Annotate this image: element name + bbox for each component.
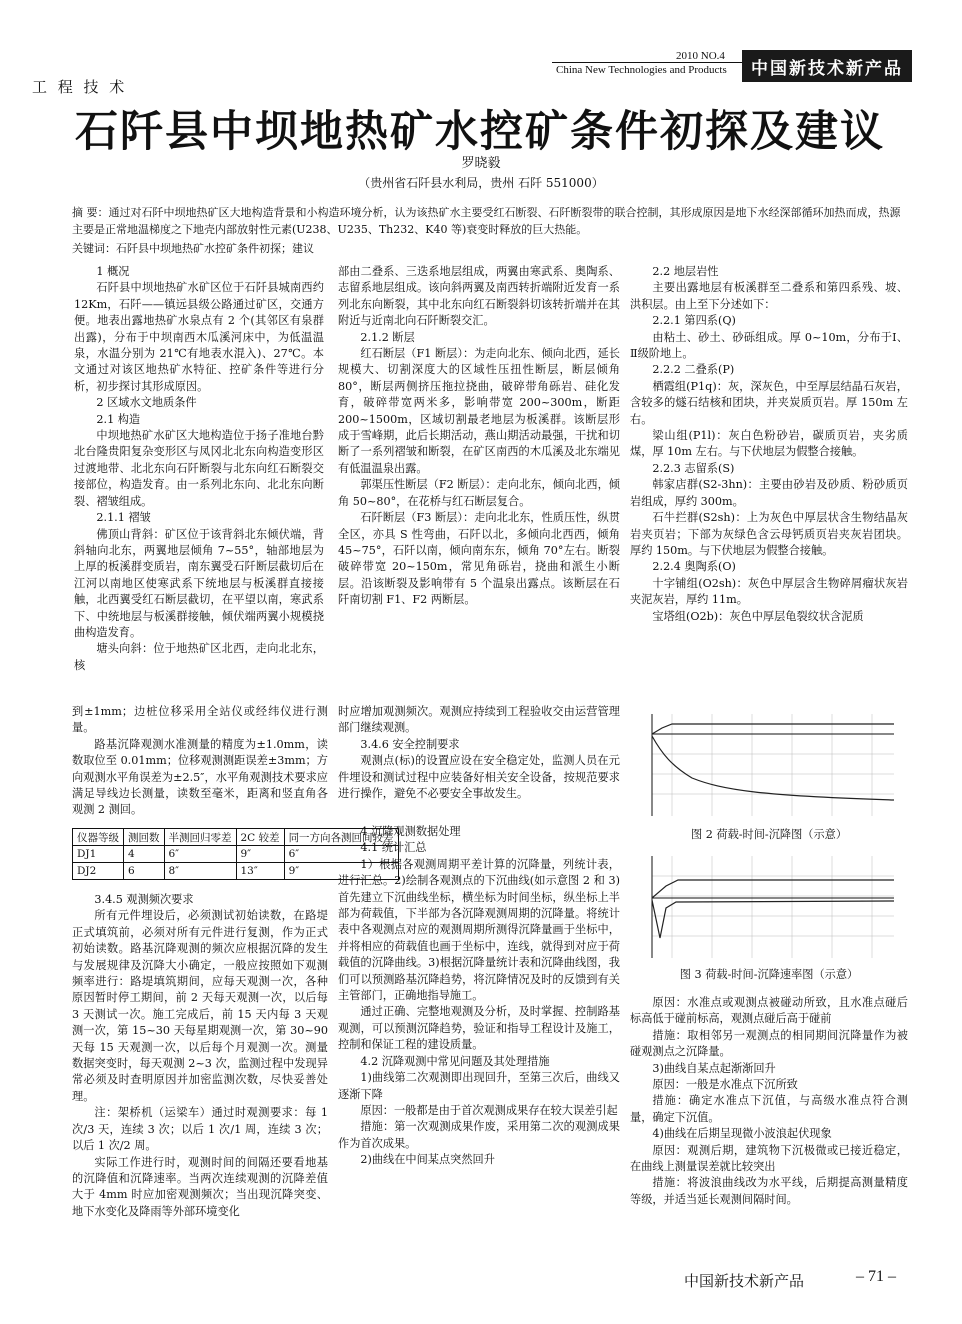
body-column-6-bottom [630, 995, 908, 1285]
paragraph: 措施：第一次观测成果作废，采用第二次的观测成果作为首次成果。 [338, 1120, 620, 1150]
header-year-issue: 2010 NO.4 [676, 50, 725, 62]
table-cell: 9″ [284, 863, 398, 880]
figure-3-caption: 图 3 荷载-时间-沉降速率图（示意） [679, 968, 859, 981]
paragraph: 梁山组(P1l)：灰白色粉砂岩，碳质页岩，夹劣质煤，厚 10m 左右。与下伏地层为假整合接触。 [630, 429, 908, 459]
section-tag: 工 程 技 术 [32, 78, 128, 96]
paragraph: 原因：水准点或观测点被碰动所致，且水准点碰后标高低于碰前标高，观测点碰后高于碰前 [630, 996, 908, 1026]
paragraph: 石牛拦群(S2sh)：上为灰色中厚层状含生物结晶灰岩夹页岩；下部为灰绿色含云母钙质页岩夹灰岩团块。厚约 150m。与下伏地层为假整合接触。 [630, 511, 908, 557]
paragraph: 塘头向斜：位于地热矿区北西，走向北北东，核 [74, 642, 324, 672]
header-rule [552, 62, 742, 63]
paragraph: 2 区域水文地质条件 [96, 396, 197, 410]
paragraph: 实际工作进行时，观测时间的间隔还要看地基的沉降值和沉降速率。当两次连续观测的沉降差值大于 4mm 时应加密观测频次；当出现沉降突变、地下水变化及降雨等外部环境变化 [72, 1155, 328, 1218]
figure-2-caption: 图 2 荷载-时间-沉降图（示意） [690, 828, 848, 841]
table-header-cell: 测回数 [124, 829, 165, 846]
header-journal-cn: 中国新技术新产品 [742, 50, 912, 82]
figure-3-grid [652, 856, 894, 958]
paragraph: 石阡县中坝地热矿水矿区位于石阡县城南西约 12Km，石阡——镇远县级公路通过矿区，交通方便。地表出露地热矿水泉点有 2 个(其邻区有泉群出露)，分布于中坝南西木瓜溪河床中，为低温温泉，水温分别为 21℃有地表水混入)、27℃。本文通过对该区地热矿水特征、控矿条件等进行分析，初步探讨其形成原因。 [74, 281, 324, 393]
table-cell: 6″ [164, 846, 236, 863]
body-column-5-top [338, 704, 620, 822]
paragraph: 3.4.5 观测频次要求 [94, 893, 194, 906]
table-cell: 6″ [284, 846, 398, 863]
paragraph: 1)曲线第二次观测即出现回升，至第三次后，曲线又逐渐下降 [338, 1071, 620, 1101]
body-column-2 [338, 264, 620, 704]
paragraph: 栖霞组(P1q)：灰，深灰色，中至厚层结晶石灰岩，含较多的燧石结核和团块，并夹炭质页岩。厚 150m 左右。 [630, 379, 908, 426]
table-cell: DJ1 [73, 846, 124, 863]
paragraph: 韩家店群(S2-3hn)：主要由砂岩及砂质、粉砂质页岩组成，厚约 300m。 [630, 478, 908, 508]
figure-2-settlement-curve [652, 736, 894, 800]
paragraph: 石阡断层（F3 断层）：走向北北东，性质压性，纵贯全区，亦具 S 性弯曲，石阡以北，多倾向北西西，倾角 45~75°，石阡以南，倾向南东东，倾角 70°左右。断裂破碎带宽 20~150m，常见角砾岩，挠曲和派生小断层。沿该断裂及影响带有 5 个温泉出露点。该断层在石阡南切割 F1、F2 两断层。 [338, 511, 620, 607]
figure-2-grid [652, 714, 894, 816]
paragraph: 4 沉降观测数据处理 [360, 825, 461, 838]
paragraph: 措施：确定水准点下沉值，与高级水准点符合测量，确定下沉值。 [630, 1094, 908, 1124]
paragraph: 4.2 沉降观测中常见问题及其处理措施 [360, 1054, 550, 1068]
paragraph: 中坝地热矿水矿区大地构造位于扬子准地台黔北台隆贵阳复杂变形区与凤冈北北东向构造变形区过渡地带、北北东向石阡断裂与北东向红石断裂交接部位，构造发育。由一系列北东向、北北东向断裂、褶皱组成。 [74, 429, 324, 508]
paragraph: 2.2.4 奥陶系(O) [652, 560, 736, 574]
paragraph: 由粘土、砂土、砂砾组成。厚 0~10m，分布于Ⅰ、Ⅱ级阶地上。 [630, 330, 908, 361]
paragraph: 3.4.6 安全控制要求 [360, 737, 460, 751]
paper-abstract: 摘 要：通过对石阡中坝地热矿区大地构造背景和小构造环境分析，认为该热矿水主要受红石断裂、石阡断裂带的联合控制，其形成原因是地下水经深部循环加热而成，热源主要是正常地温梯度之下地壳内部放射性元素(U238、U235、Th232、K40 等)衰变时释放的巨大热能。 [72, 206, 901, 236]
paragraph: 4)曲线在后期呈现微小波浪起伏现象 [652, 1127, 832, 1141]
paragraph: 时应增加观测频次。观测应持续到工程验收交由运营管理部门继续观测。 [338, 705, 620, 735]
paragraph: 1 概况 [96, 265, 130, 278]
paragraph: 宝塔组(O2b)：灰色中厚层龟裂纹状含泥质 [652, 609, 864, 623]
table-header-cell: 同一方向各测回间较差 [284, 829, 398, 846]
body-column-5-bottom [338, 824, 620, 1282]
figure-3-load-line [652, 880, 894, 898]
paper-keywords: 关键词：石阡县中坝地热矿水控矿条件初探；建议 [72, 242, 314, 255]
paragraph: 原因：观测后期，建筑物下沉极微或已接近稳定，在曲线上测量误差就比较突出 [630, 1143, 908, 1174]
paragraph: 到±1mm；边桩位移采用全站仪或经纬仪进行测量。 [72, 705, 328, 735]
body-column-3 [630, 264, 908, 704]
table-cell: 4 [124, 846, 165, 863]
paragraph: 4.1 统计汇总 [360, 841, 427, 855]
table-header-cell: 2C 较差 [236, 829, 284, 846]
paragraph: 2.2 地层岩性 [652, 265, 719, 278]
footer-journal: 中国新技术新产品 [684, 1272, 805, 1290]
figure-3-rate-curve [652, 900, 894, 938]
paper-author: 罗晓毅 [461, 156, 501, 171]
paragraph: 佛顶山背斜：矿区位于该背斜北东倾伏端，背斜轴向北东，两翼地层倾角 7~55°，轴部地层为上厚的板溪群变质岩，南东翼受石阡断层截切后在江河以南地区使寒武系下统地层与板溪群直接接触，北西翼受红石断层截切，在平望以南，寒武系下、中统地层与板溪群接触，倾伏端两翼小规模挠曲构造发育。 [74, 527, 324, 639]
table-cell: 9″ [236, 846, 284, 863]
figure-2-chart [632, 704, 904, 822]
header-journal-en: China New Technologies and Products [556, 64, 727, 76]
paragraph: 2.1.1 褶皱 [96, 511, 151, 525]
paragraph: 2.2.1 第四系(Q) [652, 314, 736, 328]
figure-3-chart [632, 846, 904, 964]
paragraph: 1）根据各观测周期平差计算的沉降量，列统计表，进行汇总。2)绘制各观测点的下沉曲线(如示意图 2 和 3)首先建立下沉曲线坐标，横坐标为时间坐标，纵坐标上半部为荷载值，下半部为各沉降观测周期的沉降量。将统计表中各观测点对应的观测周期所测得沉降量画于坐标中，并将相应的荷载值也画于坐标中，连线，就得到对应于荷载值的沉降曲线。3)根据沉降量统计表和沉降曲线图，我们可以预测路基沉降趋势，将沉降情况及时的反馈到有关主管部门，正确地指导施工。 [338, 857, 620, 1003]
page-number: – 71 – [856, 1268, 896, 1285]
table-cell: 13″ [236, 863, 284, 880]
paragraph: 观测点(标)的设置应设在安全稳定处，监测人员在元件埋设和测试过程中应装备好相关安全设备，按规范要求进行操作，避免不必要安全事故发生。 [338, 754, 620, 801]
paragraph: 2.2.3 志留系(S) [652, 461, 735, 475]
paragraph: 2)曲线在中间某点突然回升 [360, 1153, 495, 1167]
paragraph: 措施：将波浪曲线改为水平线，后期提高测量精度等级，并适当延长观测间隔时间。 [630, 1176, 908, 1206]
paragraph: 3)曲线自某点起渐渐回升 [652, 1061, 776, 1075]
paragraph: 通过正确、完整地观测及分析，及时掌握、控制路基观测，可以预测沉降趋势，验证和指导工程设计及施工，控制和保证工程的建设质量。 [338, 1005, 620, 1052]
table-cell: DJ2 [73, 863, 124, 880]
paragraph: 措施：取相邻另一观测点的相同期间沉降量作为被碰观测点之沉降量。 [630, 1028, 908, 1059]
paragraph: 原因：一般是水准点下沉所致 [652, 1078, 798, 1092]
paragraph: 原因：一般都是由于首次观测成果存在较大误差引起 [360, 1103, 618, 1117]
paragraph: 十字铺组(O2sh)：灰色中厚层含生物碎屑瘤状灰岩夹泥灰岩，厚约 11m。 [630, 576, 908, 607]
paragraph: 主要出露地层有板溪群至二叠系和第四系残、坡、洪积层。由上至下分述如下： [630, 281, 908, 311]
paragraph: 郭渠压性断层（F2 断层）：走向北东，倾向北西，倾角 50~80°，在花桥与红石断层复合。 [338, 478, 620, 508]
table-cell: 8″ [164, 863, 236, 880]
table-cell: 6 [124, 863, 165, 880]
body-column-4-top [72, 704, 328, 822]
paper-title: 石阡县中坝地热矿水控矿条件初探及建议 [75, 107, 885, 157]
paragraph: 2.1 构造 [96, 412, 141, 426]
paper-affiliation: （贵州省石阡县水利局，贵州 石阡 551000） [358, 176, 604, 190]
body-column-4-bottom [72, 892, 328, 1282]
paragraph: 部由二叠系、三迭系地层组成，两翼由寒武系、奥陶系、志留系地层组成。该向斜两翼及南西转折端附近发育一系列北东向断裂，其中北东向红石断裂斜切该转折端并在其附近与近南北向石阡断裂交汇。 [338, 265, 620, 328]
paragraph: 路基沉降观测水准测量的精度为±1.0mm，读数取位至 0.01mm；位移观测测距误差±3mm；方向观测水平角误差为±2.5″，水平角观测技术要求应满足导线边长测量，读数至毫米，距离和竖直角各观测 2 测回。 [72, 737, 328, 817]
paragraph: 2.1.2 断层 [360, 330, 415, 344]
figure-2-load-line [652, 724, 894, 734]
body-column-1 [74, 264, 324, 704]
paragraph: 注：架桥机（运梁车）通过时观测要求：每 1 次/3 天，连续 3 次；以后 1 次/1 周，连续 3 次；以后 1 次/2 周。 [72, 1106, 328, 1153]
paragraph: 2.2.2 二叠系(P) [652, 363, 735, 377]
table-header-cell: 仪器等级 [73, 829, 124, 846]
paragraph: 红石断层（F1 断层）：为走向北东、倾向北西，延长规模大、切割深度大的区域性压扭性断层，断层倾角 80°，断层两侧挤压拖拉挠曲，破碎带角砾岩、硅化发育，破碎带宽两米多，影响带宽 200~300m，断距 200~1500m，区域切割最老地层为板溪群。该断层形成于雪峰期，此后长期活动，燕山期活动最强，干扰和切断了一系列褶皱和断裂，在矿区南西的木瓜溪及北东端见有低温温泉出露。 [338, 347, 620, 475]
paragraph: 所有元件埋设后，必须测试初始读数，在路堤正式填筑前，必须对所有元件进行复测，作为正式初始读数。路基沉降观测的频次应根据沉降的发生与发展规律及沉降大小确定，一般应按照如下观测频率进行：路堤填筑期间，应每天观测一次，各种原因暂时停工期间，前 2 天每天观测一次，以后每 3 天测试一次。施工完成后，前 15 天内每 3 天观测一次，第 15~30 天每星期观测一次，第 30~90 天每 15 天观测一次，以后每个月观测一次。测量数据突变时，每天观测 2~3 次，监测过程中发现异常必须及时查明原因并加密监测次数，尽快妥善处理。 [72, 909, 328, 1103]
table-header-cell: 半测回归零差 [164, 829, 236, 846]
